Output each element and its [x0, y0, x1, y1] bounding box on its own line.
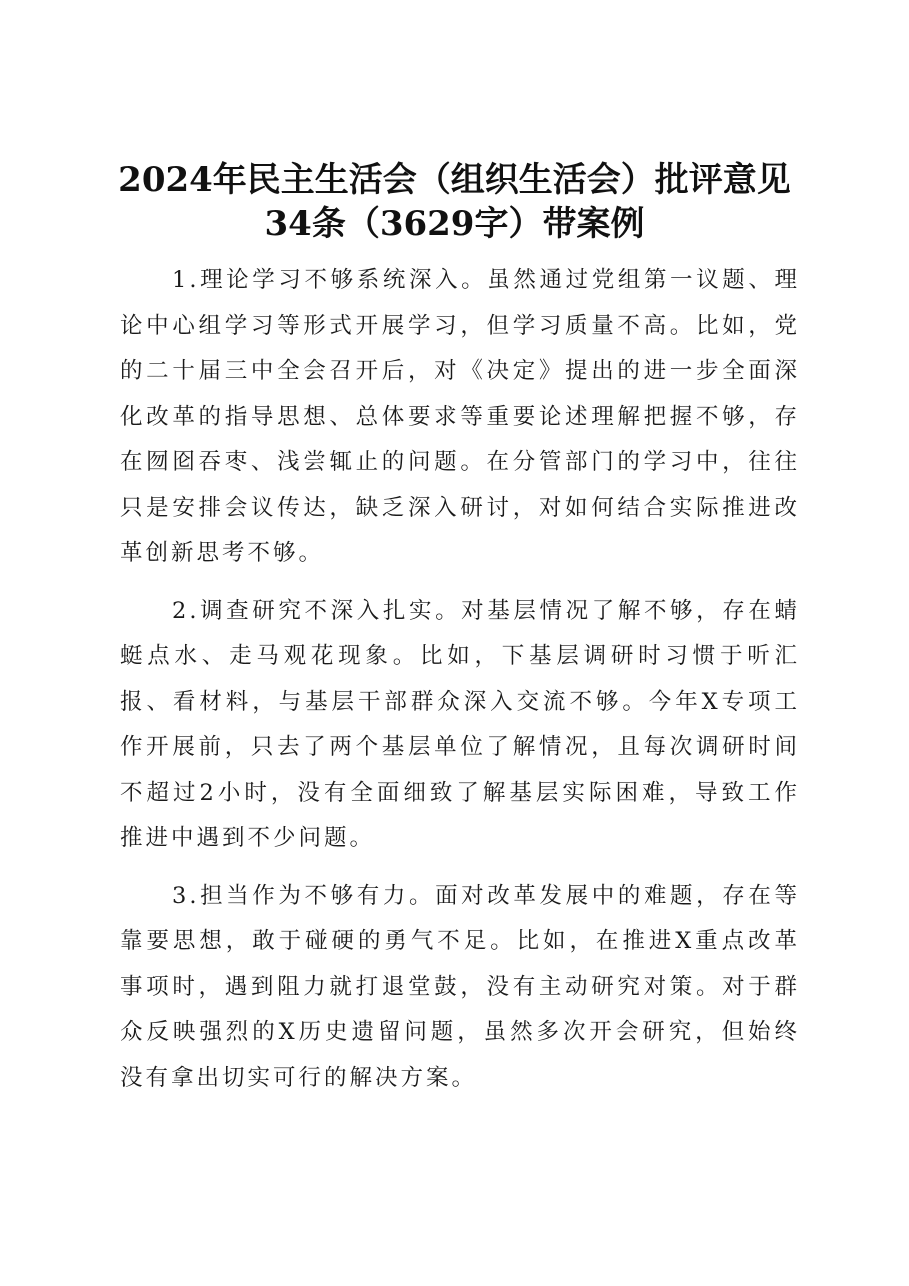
document-title	[0, 158, 909, 246]
paragraph-3: 3.担当作为不够有力。面对改革发展中的难题，存在等靠要思想，敢于碰硬的勇气不足。比如，在推进X重点改革事项时，遇到阻力就打退堂鼓，没有主动研究对策。对于群众反映强烈的X历史遗留问题，虽然多次开会研究，但始终没有拿出切实可行的解决方案。	[120, 882, 800, 1091]
title-line-1: 2024年民主生活会（组织生活会）批评意见	[118, 160, 791, 200]
paragraph-2: 2.调查研究不深入扎实。对基层情况了解不够，存在蜻蜓点水、走马观花现象。比如，下基层调研时习惯于听汇报、看材料，与基层干部群众深入交流不够。今年X专项工作开展前，只去了两个基层单位了解情况，且每次调研时间不超过2小时，没有全面细致了解基层实际困难，导致工作推进中遇到不少问题。	[120, 597, 800, 851]
paragraph-1: 1.理论学习不够系统深入。虽然通过党组第一议题、理论中心组学习等形式开展学习，但学习质量不高。比如，党的二十届三中全会召开后，对《决定》提出的进一步全面深化改革的指导思想、总体要求等重要论述理解把握不够，存在囫囵吞枣、浅尝辄止的问题。在分管部门的学习中，往往只是安排会议传达，缺乏深入研讨，对如何结合实际推进改革创新思考不够。	[120, 267, 800, 566]
document-body	[120, 258, 800, 1101]
title-line-2: 34条（3629字）带案例	[264, 204, 645, 244]
